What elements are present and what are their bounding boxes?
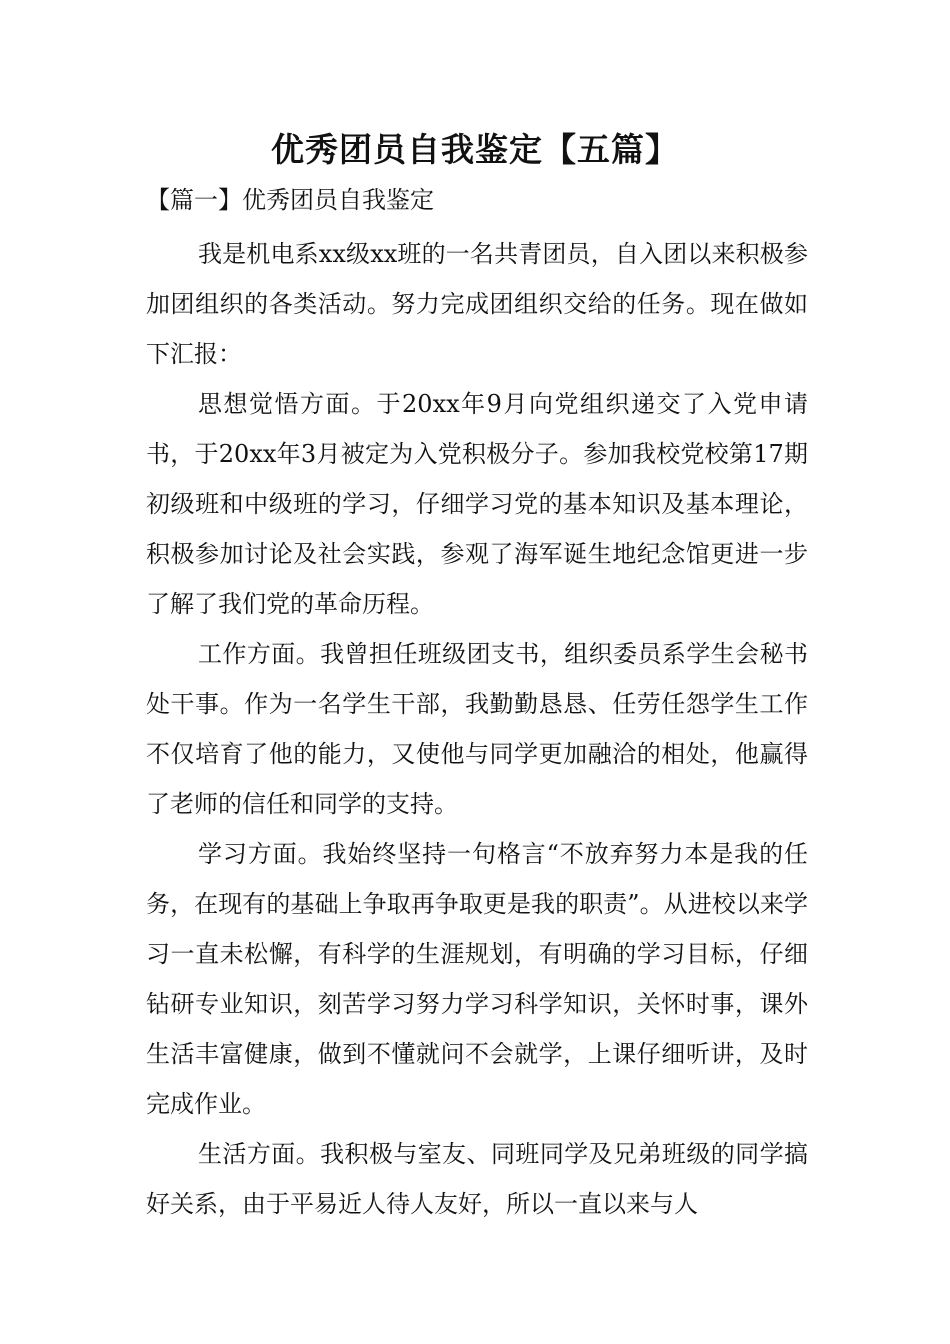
document-title: 优秀团员自我鉴定【五篇】 bbox=[271, 130, 679, 169]
paragraph-work: 工作方面。我曾担任班级团支书，组织委员系学生会秘书处干事。作为一名学生干部，我勤勤恳恳、任劳任怨学生工作不仅培育了他的能力，又使他与同学更加融洽的相处，他赢得了老师的信任和同学的支持。 bbox=[146, 640, 808, 818]
paragraph-ideology: 思想觉悟方面。于20xx年9月向党组织递交了入党申请书，于20xx年3月被定为入党积极分子。参加我校党校第17期初级班和中级班的学习，仔细学习党的基本知识及基本理论，积极参加讨论及社会实践，参观了海军诞生地纪念馆更进一步了解了我们党的革命历程。 bbox=[146, 390, 808, 618]
paragraph-life: 生活方面。我积极与室友、同班同学及兄弟班级的同学搞好关系，由于平易近人待人友好，所以一直以来与人 bbox=[146, 1140, 808, 1218]
section-heading: 【篇一】优秀团员自我鉴定 bbox=[146, 186, 434, 214]
document-body bbox=[146, 229, 808, 1229]
paragraph-study: 学习方面。我始终坚持一句格言“不放弃努力本是我的任务，在现有的基础上争取再争取更是我的职责”。从进校以来学习一直未松懈，有科学的生涯规划，有明确的学习目标，仔细钻研专业知识，刻苦学习努力学习科学知识，关怀时事，课外生活丰富健康，做到不懂就问不会就学，上课仔细听讲，及时完成作业。 bbox=[146, 840, 808, 1118]
paragraph-intro: 我是机电系xx级xx班的一名共青团员，自入团以来积极参加团组织的各类活动。努力完成团组织交给的任务。现在做如下汇报： bbox=[146, 240, 808, 368]
